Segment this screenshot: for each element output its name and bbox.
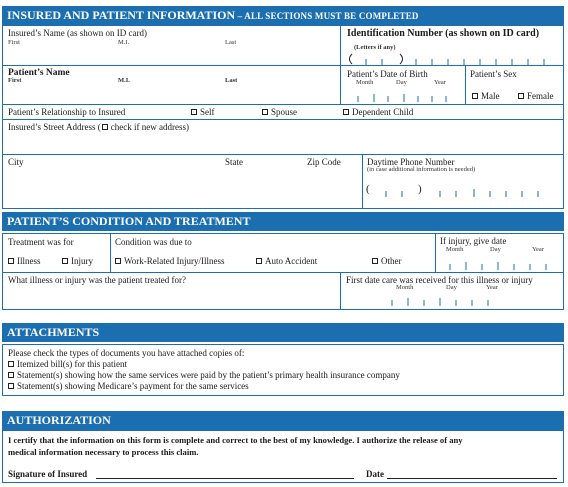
dob-label: Patient’s Date of Birth bbox=[347, 69, 428, 79]
id-number-label: Identification Number (as shown on ID card) bbox=[347, 28, 540, 39]
phone-close-paren: ) bbox=[418, 183, 422, 195]
phone-open-paren: ( bbox=[366, 183, 370, 195]
divider bbox=[340, 272, 341, 310]
phone-note: (in case additional information is needed) bbox=[367, 166, 476, 173]
authorization-text-line1: I certify that the information on this form is complete and correct to the best of my knowledge. I authorize the release of any bbox=[8, 435, 463, 445]
male-option[interactable] bbox=[472, 91, 500, 101]
section-title: ATTACHMENTS bbox=[7, 325, 100, 339]
attachment-checkbox[interactable] bbox=[8, 361, 14, 367]
divider bbox=[2, 104, 564, 105]
phone-field[interactable] bbox=[366, 183, 562, 197]
section-header-insured bbox=[2, 6, 564, 25]
what-illness-field[interactable] bbox=[6, 287, 336, 307]
injury-date-field[interactable] bbox=[438, 256, 562, 270]
street-address-field[interactable] bbox=[6, 134, 560, 152]
month-label: Month bbox=[446, 246, 464, 253]
day-label: Day bbox=[490, 246, 501, 253]
injury-checkbox[interactable] bbox=[62, 258, 68, 264]
divider bbox=[362, 154, 363, 209]
relationship-label: Patient’s Relationship to Insured bbox=[8, 107, 126, 117]
work-related-label: Work-Related Injury/Illness bbox=[124, 256, 225, 266]
auto-accident-label: Auto Accident bbox=[265, 256, 318, 266]
other-label: Other bbox=[381, 256, 402, 266]
mi-label: M.I. bbox=[118, 77, 130, 84]
self-label: Self bbox=[200, 107, 215, 117]
spouse-label: Spouse bbox=[271, 107, 298, 117]
section-header-attachments bbox=[2, 323, 564, 342]
divider bbox=[435, 233, 436, 272]
self-option[interactable] bbox=[191, 107, 215, 117]
first-label: First bbox=[8, 77, 22, 84]
illness-label: Illness bbox=[17, 256, 41, 266]
phone-label: Daytime Phone Number bbox=[367, 157, 455, 167]
other-option[interactable] bbox=[372, 256, 402, 266]
divider bbox=[465, 65, 466, 104]
attachment-label: Statement(s) showing how the same services were paid by the patient’s primary health insurance company bbox=[17, 370, 400, 380]
signature-line[interactable] bbox=[96, 478, 354, 479]
condition-due-label: Condition was due to bbox=[115, 237, 192, 247]
divider bbox=[2, 119, 564, 120]
female-checkbox[interactable] bbox=[518, 93, 524, 99]
female-label: Female bbox=[527, 91, 554, 101]
auto-accident-option[interactable] bbox=[256, 256, 317, 266]
divider bbox=[2, 65, 564, 66]
first-care-date-comb bbox=[346, 292, 560, 306]
new-address-label: check if new address) bbox=[110, 122, 189, 132]
date-line[interactable] bbox=[387, 478, 557, 479]
self-checkbox[interactable] bbox=[191, 109, 197, 115]
authorization-text-line2: medical information necessary to process this claim. bbox=[8, 447, 199, 457]
dependent-child-label: Dependent Child bbox=[352, 107, 414, 117]
patient-name-label: Patient’s Name bbox=[8, 68, 70, 78]
phone-comb bbox=[366, 183, 562, 197]
day-label: Day bbox=[396, 79, 407, 86]
injury-label: Injury bbox=[71, 256, 93, 266]
attachment-checkbox[interactable] bbox=[8, 383, 14, 389]
section-subtitle: – ALL SECTIONS MUST BE COMPLETED bbox=[235, 11, 419, 21]
female-option[interactable] bbox=[518, 91, 554, 101]
dob-comb bbox=[346, 88, 462, 102]
injury-date-label: If injury, give date bbox=[440, 236, 507, 246]
last-label: Last bbox=[225, 77, 238, 84]
section-header-authorization bbox=[2, 411, 564, 430]
zip-code-label: Zip Code bbox=[307, 157, 341, 167]
auto-accident-checkbox[interactable] bbox=[256, 258, 262, 264]
injury-date-comb bbox=[438, 256, 562, 270]
insured-name-field[interactable] bbox=[6, 48, 336, 63]
male-label: Male bbox=[481, 91, 500, 101]
sex-label: Patient’s Sex bbox=[470, 69, 517, 79]
work-related-checkbox[interactable] bbox=[115, 258, 121, 264]
section-title: INSURED AND PATIENT INFORMATION bbox=[7, 8, 236, 22]
attachment-item[interactable] bbox=[8, 370, 400, 380]
injury-option[interactable] bbox=[62, 256, 93, 266]
male-checkbox[interactable] bbox=[472, 93, 478, 99]
other-checkbox[interactable] bbox=[372, 258, 378, 264]
attachment-label: Itemized bill(s) for this patient bbox=[17, 359, 127, 369]
city-state-zip-field[interactable] bbox=[6, 170, 358, 206]
first-care-date-label: First date care was received for this illness or injury bbox=[346, 275, 533, 285]
insured-name-label: Insured’s Name (as shown on ID card) bbox=[8, 28, 147, 38]
divider bbox=[2, 272, 564, 273]
signature-label: Signature of Insured bbox=[8, 469, 88, 479]
spouse-option[interactable] bbox=[262, 107, 297, 117]
patient-name-field[interactable] bbox=[6, 86, 336, 102]
section-header-condition bbox=[2, 212, 564, 231]
first-label: First bbox=[8, 39, 20, 46]
new-address-checkbox[interactable] bbox=[102, 124, 108, 130]
month-label: Month bbox=[356, 79, 374, 86]
attachment-checkbox[interactable] bbox=[8, 372, 14, 378]
month-label: Month bbox=[396, 284, 414, 291]
year-label: Year bbox=[434, 79, 446, 86]
dependent-child-checkbox[interactable] bbox=[343, 109, 349, 115]
divider bbox=[340, 25, 341, 104]
illness-checkbox[interactable] bbox=[8, 258, 14, 264]
section-title: AUTHORIZATION bbox=[7, 413, 111, 427]
city-label: City bbox=[8, 157, 24, 167]
street-label-text: Insured’s Street Address ( bbox=[8, 122, 101, 132]
year-label: Year bbox=[532, 246, 544, 253]
section-title: PATIENT’S CONDITION AND TREATMENT bbox=[7, 214, 251, 228]
what-illness-label: What illness or injury was the patient treated for? bbox=[8, 275, 186, 285]
attachments-intro: Please check the types of documents you have attached copies of: bbox=[8, 348, 245, 358]
spouse-checkbox[interactable] bbox=[262, 109, 268, 115]
street-address-label bbox=[8, 122, 189, 132]
divider bbox=[110, 233, 111, 272]
letters-if-any-label: (Letters if any) bbox=[354, 44, 396, 51]
year-label: Year bbox=[486, 284, 498, 291]
state-label: State bbox=[225, 157, 243, 167]
date-label: Date bbox=[366, 469, 384, 479]
dob-field[interactable] bbox=[346, 88, 462, 102]
attachment-label: Statement(s) showing Medicare’s payment for the same services bbox=[17, 381, 249, 391]
illness-option[interactable] bbox=[8, 256, 41, 266]
last-label: Last bbox=[225, 39, 237, 46]
mi-label: M.I. bbox=[118, 39, 130, 46]
attachment-item[interactable] bbox=[8, 381, 249, 391]
work-related-option[interactable] bbox=[115, 256, 225, 266]
attachment-item[interactable] bbox=[8, 359, 127, 369]
id-number-comb bbox=[346, 53, 560, 65]
divider bbox=[2, 154, 564, 155]
dependent-child-option[interactable] bbox=[343, 107, 413, 117]
id-number-field[interactable] bbox=[346, 52, 560, 64]
day-label: Day bbox=[446, 284, 457, 291]
first-care-date-field[interactable] bbox=[346, 292, 560, 306]
treatment-label: Treatment was for bbox=[8, 237, 74, 247]
